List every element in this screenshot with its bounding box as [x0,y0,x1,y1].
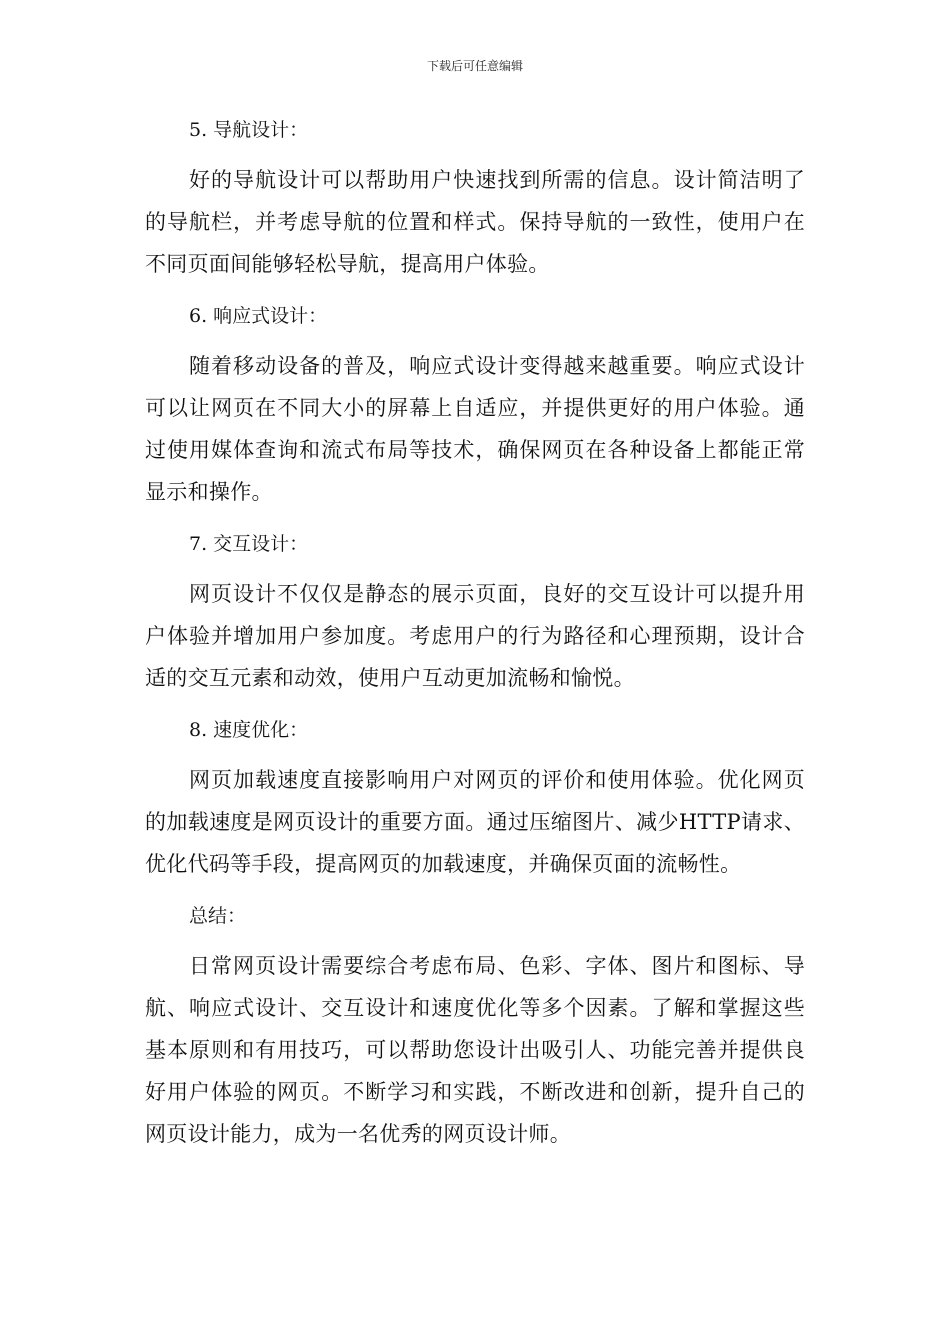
section-heading-responsive: 6. 响应式设计： [189,305,328,327]
summary-heading: 总结： [189,905,247,927]
section-body-speed: 网页加载速度直接影响用户对网页的评价和使用体验。优化网页的加载速度是网页设计的重要方面。通过压缩图片、减少HTTP请求、优化代码等手段，提高网页的加载速度，并确保页面的流畅性。 [145,768,805,876]
section-heading-speed: 8. 速度优化： [189,719,309,741]
section-heading-interaction: 7. 交互设计： [189,533,309,555]
header-note: 下载后可任意编辑 [426,59,523,73]
summary-body: 日常网页设计需要综合考虑布局、色彩、字体、图片和图标、导航、响应式设计、交互设计和速度优化等多个因素。了解和掌握这些基本原则和有用技巧，可以帮助您设计出吸引人、功能完善并提供良好用户体验的网页。不断学习和实践，不断改进和创新，提升自己的网页设计能力，成为一名优秀的网页设计师。 [145,954,805,1146]
section-heading-navigation: 5. 导航设计： [189,119,309,141]
section-body-interaction: 网页设计不仅仅是静态的展示页面，良好的交互设计可以提升用户体验并增加用户参加度。考虑用户的行为路径和心理预期，设计合适的交互元素和动效，使用户互动更加流畅和愉悦。 [145,582,805,690]
document-body [145,111,805,1167]
section-body-navigation: 好的导航设计可以帮助用户快速找到所需的信息。设计简洁明了的导航栏，并考虑导航的位置和样式。保持导航的一致性，使用户在不同页面间能够轻松导航，提高用户体验。 [145,168,805,276]
section-body-responsive: 随着移动设备的普及，响应式设计变得越来越重要。响应式设计可以让网页在不同大小的屏幕上自适应，并提供更好的用户体验。通过使用媒体查询和流式布局等技术，确保网页在各种设备上都能正常显示和操作。 [145,354,805,504]
